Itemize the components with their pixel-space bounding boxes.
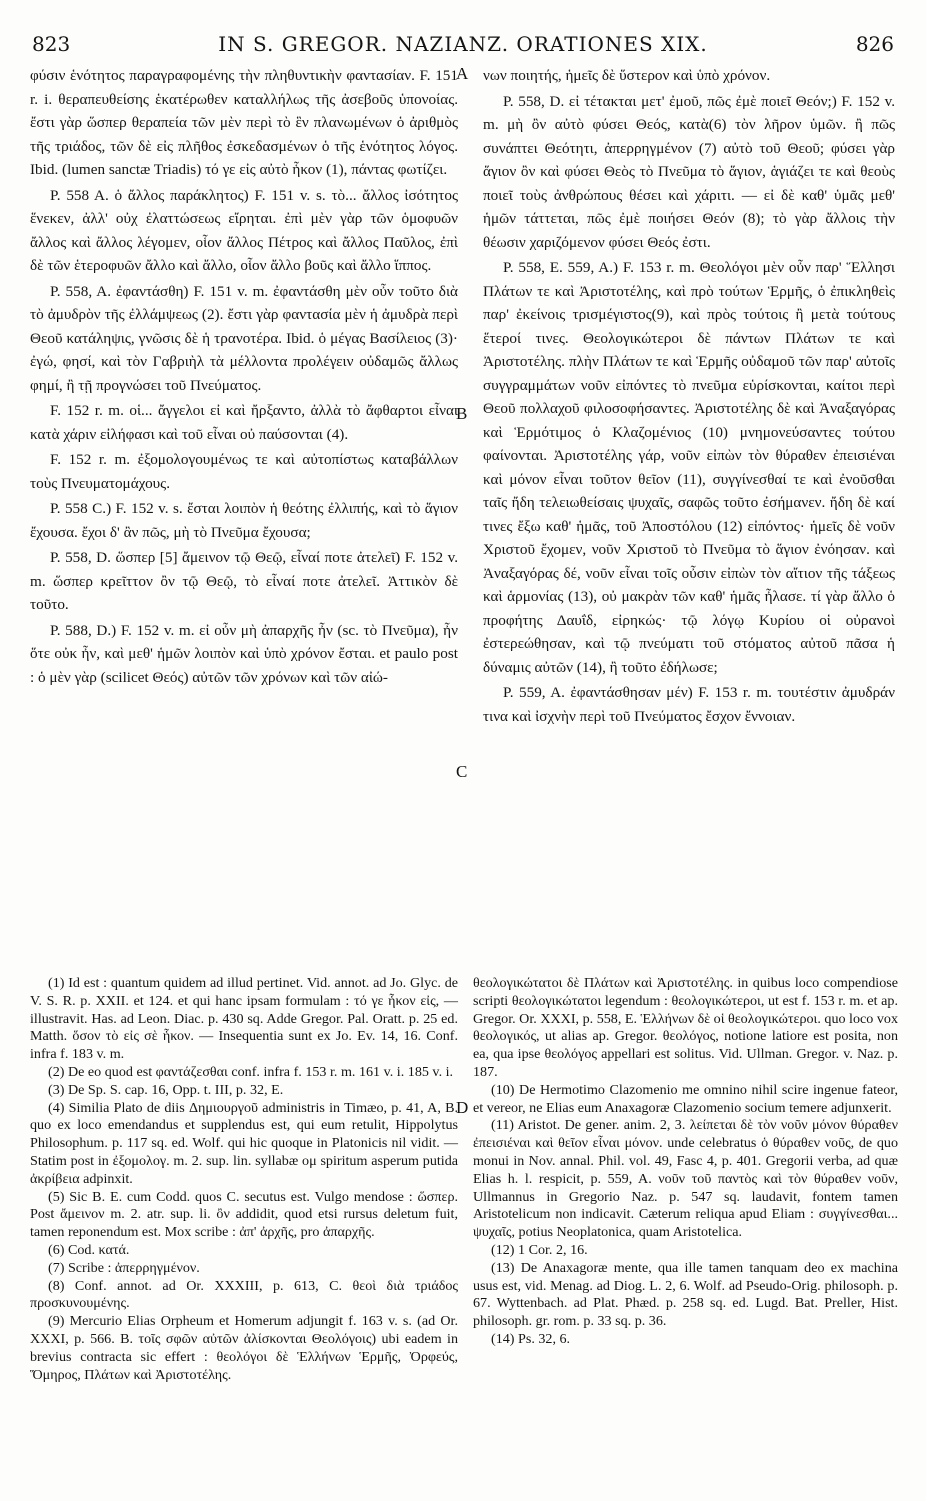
footnote: (9) Mercurio Elias Orpheum et Homerum adjungit f. 163 v. s. (ad Or. XXXI, p. 566. B. τοῖς σφῶν αὐτῶν ἀλίσκονται Θεολόγοις) ubi eadem in brevius contracta sic effert : θεολόγοι δὲ Ἑλλήνων Ἑρμῆς, Ὀρφεύς, Ὅμηρος, Πλάτων καὶ Ἀριστοτέλης. xyxy=(30,1313,458,1383)
page-number-right: 826 xyxy=(855,32,894,56)
left-paragraph: φύσιν ἑνότητος παραγραφομένης τὴν πληθυντικὴν φαντασίαν. F. 151 r. i. θεραπευθείσης ἑκατέρωθεν καταλλήλως τῆς ἀσεβοῦς ὑπονοίας. ἔστι γὰρ ὥσπερ θεραπεία τῶν μὲν περὶ τὸ ἓν πλανωμένων ὁ ἀριθμὸς τῆς τριάδος, τῶν δὲ εἰς πλῆθος ἐσκεδασμένων ὁ τῆς ἑνότητος λόγος. Ibid. (lumen sanctæ Triadis) τό γε εἰς αὐτὸ ἧκον (1), πάντας φωτίζει. xyxy=(30,67,458,178)
left-paragraph: P. 558, A. ἐφαντάσθη) F. 151 v. m. ἐφαντάσθη μὲν οὖν τοῦτο διὰ τὸ ἀμυδρὸν τῆς ἐλλάμψεως (2). ἔστι γὰρ φαντασία μὲν ἡ ἀμυδρὰ περὶ Θεοῦ κατάληψις, γνῶσις δὲ ἡ τρανοτέρα. Ibid. ὁ μέγας Βασίλειος (3)· ἐγώ, φησί, καὶ τὸν Γαβριὴλ τὰ μέλλοντα προλέγειν οὐδαμῶς ἄλλως φημί, ἢ τῇ προγνώσει τοῦ Πνεύματος. xyxy=(30,282,458,394)
left-paragraph: P. 558, D. ὥσπερ [5] ἄμεινον τῷ Θεῷ, εἶναί ποτε ἀτελεῖ) F. 152 v. m. ὥσπερ κρεῖττον ὂν τῷ Θεῷ, τὸ εἶναί ποτε ἀτελεῖ. Ἀττικὸν δὲ τοῦτο. xyxy=(30,549,458,613)
footnote: (11) Aristot. De gener. anim. 2, 3. λείπεται δὲ τὸν νοῦν μόνον θύραθεν ἐπεισιέναι καὶ θεῖον εἶναι μόνον. unde celebratus ὁ θύραθεν νοῦς, de quo monui in Nov. annal. Phil. vol. 49, Fasc 4, p. 401. Gregorii verba, ad quæ Elias h. l. respicit, p. 559, A. νοῦν τοῦ παντὸς καὶ τὸν θύραθεν νοῦν, Ullmannus in Gregorio Naz. p. 547 sq. laudavit, fontem tamen Aristotelicum non indicavit. Cæterum reliqua apud Eliam : συγγίνεσθαι... ψυχαῖς, potius Neoplatonica, quam Aristotelica. xyxy=(473,1117,898,1241)
footnote: (7) Scribe : ἀπερρηγμένον. xyxy=(48,1259,200,1276)
right-text-column xyxy=(483,64,895,730)
footnote: (3) De Sp. S. cap. 16, Opp. t. III, p. 32, E. xyxy=(48,1081,284,1098)
footnote: (13) De Anaxagoræ mente, qua ille tamen tanquam deo ex machina usus est, vid. Menag. ad Diog. L. 2, 6. Wolf. ad Pseudo-Orig. philosoph. p. 67. Wyttenbach. ad Plat. Phæd. p. 258 sq. ed. Lugd. Bat. Preller, Hist. philosoph. gr. rom. p. 33 sq. p. 36. xyxy=(473,1259,898,1330)
margin-letter-b: B xyxy=(456,404,468,423)
footnote: (8) Conf. annot. ad Or. XXXIII, p. 613, C. θεοὶ διὰ τριάδος προσκυνουμένης. xyxy=(30,1277,458,1312)
footnotes-left xyxy=(30,975,458,1384)
footnote: (14) Ps. 32, 6. xyxy=(491,1330,571,1347)
left-paragraph: P. 588, D.) F. 152 v. m. εἰ οὖν μὴ ἀπαρχῆς ἦν (sc. τὸ Πνεῦμα), ἦν ὅτε οὐκ ἦν, καὶ μεθ' ἡμῶν λοιπὸν καὶ ὑπὸ χρόνον ἔσται. et paulo post : ὁ μὲν γὰρ (scilicet Θεός) αὐτῶν τῶν χρόνων καὶ τῶν αἰώ- xyxy=(30,621,458,686)
right-paragraph: P. 558, E. 559, A.) F. 153 r. m. Θεολόγοι μὲν οὖν παρ' Ἕλλησι Πλάτων τε καὶ Ἀριστοτέλης, καὶ πρὸ τούτων Ἑρμῆς, ὁ ἐπικληθεὶς παρ' ἐκείνοις τρισμέγιστος(9), καὶ πρὸς τούτοις ἢ μετὰ τούτους ἕτεροί τινες. Θεολογικώτεροι δὲ πάντων Πλάτων τε καὶ Ἀριστοτέλης. πλὴν Πλάτων τε καὶ Ἑρμῆς οὐδαμοῦ τῶν παρ' αὐτοῖς συγγραμμάτων νοῦν εἰπόντες τὸ πνεῦμα εὑρίσκονται, καίτοι περὶ Θεοῦ πολλαχοῦ φιλοσοφήσαντες. Ἀριστοτέλης δὲ καὶ Ἀναξαγόρας καὶ Ἑρμότιμος ὁ Κλαζομένιος (10) μνημονεύσαντες τούτου φαίνονται. Ἀριστοτέλης γάρ, νοῦν εἰπὼν τὸν θύραθεν ἐπεισιέναι καὶ μόνον εἶναι τοῦτον θεῖον (11), συγγίνεσθαί τε καὶ ἐνοῦσθαι ταῖς ἤδη τελειωθείσαις ψυχαῖς, σαφῶς τοῦτο ἐσήμανεν. ἤδη δὲ καί τινες ἔξω καθ' ἡμᾶς, τοῦ Ἀποστόλου (12) εἰπόντος· ἡμεῖς δὲ νοῦν Χριστοῦ ἔχομεν, νοῦν Χριστοῦ τὸ Πνεῦμα τὸ ἅγιον ἐνόησαν. καὶ Ἀναξαγόρας δέ, νοῦν εἶναι τοῖς οὖσιν εἰπὼν τὸν αἴτιον τῆς τάξεως καὶ ἁρμονίας (13), οὐ μακρὰν τῶν καθ' ἡμᾶς ἦλασε. τί γὰρ ἄλλο ὁ προφήτης Δαυΐδ, εἰρηκώς· τῷ λόγῳ Κυρίου οἱ οὐρανοὶ ἐστερεώθησαν, καὶ τῷ πνεύματι τοῦ στόματος αὐτοῦ πᾶσα ἡ δύναμις αὐτῶν (14), ἢ τοῦτο ἐδήλωσε; xyxy=(483,259,895,676)
left-paragraph: P. 558 C.) F. 152 v. s. ἔσται λοιπὸν ἡ θεότης ἐλλιπής, καὶ τὸ ἅγιον ἔχουσα. ἔχοι δ' ἂν πῶς, μὴ τὸ Πνεῦμα ἔχουσα; xyxy=(30,500,458,541)
footnotes-right xyxy=(473,975,898,1349)
footnote: (5) Sic B. E. cum Codd. quos C. secutus est. Vulgo mendose : ὥσπερ. Post ἄμεινον m. 2. atr. sup. li. ὂν addidit, quod etsi rursus deletum fuit, tamen reponendum est. Mox scribe : ἀπ' ἀρχῆς, pro ἀπαρχῆς. xyxy=(30,1188,458,1241)
left-paragraph: F. 152 r. m. οἱ... ἄγγελοι εἰ καὶ ἤρξαντο, ἀλλὰ τὸ ἄφθαρτοι εἶναι κατὰ χάριν εἰλήφασι καὶ τοῦ εἶναι οὐ παύσονται (4). xyxy=(30,402,458,443)
footnote: (12) 1 Cor. 2, 16. xyxy=(491,1241,588,1258)
page-header xyxy=(0,32,926,58)
right-paragraph: P. 558, D. εἰ τέτακται μετ' ἐμοῦ, πῶς ἐμὲ ποιεῖ Θεόν;) F. 152 v. m. μὴ ὂν αὐτὸ φύσει Θεός, κατὰ(6) τὸν λῆρον ὑμῶν. ἢ πῶς συνάπτει Θεότητι, ἀπερρηγμένον (7) αὐτὸ τοῦ Θεοῦ; φύσει γὰρ ἅγιον ὂν καὶ φύσει Θεὸς τὸ Πνεῦμα τὸ ἅγιον, ἁγιάζει τε καὶ θεοὺς ποιεῖ τοὺς ἀνθρώπους θέσει καὶ χάριτι. — εἰ δὲ καθ' ὑμᾶς μεθ' ἡμῶν τάττεται, πῶς ἐμὲ ποιήσει Θεόν (8); τὸ γὰρ ἄλλοις τὴν θέωσιν χαριζόμενον φύσει Θεός ἐστι. xyxy=(483,92,895,251)
right-paragraph: P. 559, A. ἐφαντάσθησαν μέν) F. 153 r. m. τουτέστιν ἀμυδράν τινα καὶ ἰσχνὴν περὶ τοῦ Πνεύματος ἔσχον ἔννοιαν. xyxy=(483,684,895,725)
page-number-left: 823 xyxy=(32,32,71,56)
footnote: (1) Id est : quantum quidem ad illud pertinet. Vid. annot. ad Jo. Glyc. de V. S. R. p. XXII. et 124. et qui hanc ipsam formulam : τό γε ἧκον εἰς, — illustravit. Has. ad Leon. Diac. p. 430 sq. Adde Gregor. Pal. Oratt. p. 25 ed. Matth. ὅσον τὸ εἰς σὲ ἧκον. — Insequentia sunt ex Jo. Ev. 14, 16. Conf. infra f. 183 v. m. xyxy=(30,975,458,1063)
left-text-column xyxy=(30,64,458,691)
footnote: (6) Cod. κατά. xyxy=(48,1241,130,1258)
footnote: (4) Similia Plato de diis Δημιουργοῦ administris in Timæo, p. 41, A, B. quo ex loco emendandus et supplendus est, qui eum retulit, Hippolytus Philosophum. p. 117 sq. ed. Wolf. qui hic quoque in Platonicis nil vidit. — Statim post in ἐξομολογ. m. 2. sup. lin. syllabæ ομ spiritum asperum putida ἀκρίβεια adpinxit. xyxy=(30,1099,458,1187)
margin-letter-c: C xyxy=(456,762,468,781)
left-paragraph: F. 152 r. m. ἐξομολογουμένως τε καὶ αὐτοπίστως καταβάλλων τοὺς Πνευματομάχους. xyxy=(30,451,458,492)
margin-letter-a: A xyxy=(456,64,469,83)
footnote: θεολογικώτατοι δὲ Πλάτων καὶ Ἀριστοτέλης. in quibus loco compendiose scripti θεολογικώτατοι legendum : θεολογικώτεροι, ut est f. 153 r. m. et ap. Gregor. Or. XXXI, p. 558, E. Ἑλλήνων δὲ οἱ θεολογικώτεροι. quo loco vox θεολογικός, ut alias ap. Gregor. θεολόγος, notione latiore est posita, non ea, qua ipse θεολόγος appellari est solitus. Vid. Ullman. Gregor. v. Naz. p. 187. xyxy=(473,975,898,1080)
footnote: (10) De Hermotimo Clazomenio me omnino nihil scire ingenue fateor, et vereor, ne Elias eum Anaxagoræ Clazomenio socium temere adjunxerit. xyxy=(473,1081,898,1116)
margin-letter-d: D xyxy=(456,1098,469,1117)
running-title: IN S. GREGOR. NAZIANZ. ORATIONES XIX. xyxy=(218,32,708,56)
footnote: (2) De eo quod est φαντάζεσθαι conf. infra f. 153 r. m. 161 v. i. 185 v. i. xyxy=(48,1063,454,1080)
left-paragraph: P. 558 A. ὁ ἄλλος παράκλητος) F. 151 v. s. τὸ... ἄλλος ἰσότητος ἕνεκεν, ἀλλ' οὐχ ἐλαττώσεως εἴρηται. ἐπὶ μὲν γὰρ τῶν ὁμοφυῶν ἄλλος καὶ ἄλλος λέγομεν, οἷον ἄλλος Πέτρος καὶ ἄλλος Παῦλος, ἐπὶ δὲ τῶν ἑτεροφυῶν ἄλλο καὶ ἄλλο, οἷον ἄλλο βοῦς καὶ ἄλλο ἵππος. xyxy=(30,186,458,274)
right-paragraph: νων ποιητής, ἡμεῖς δὲ ὕστερον καὶ ὑπὸ χρόνον. xyxy=(483,67,771,84)
